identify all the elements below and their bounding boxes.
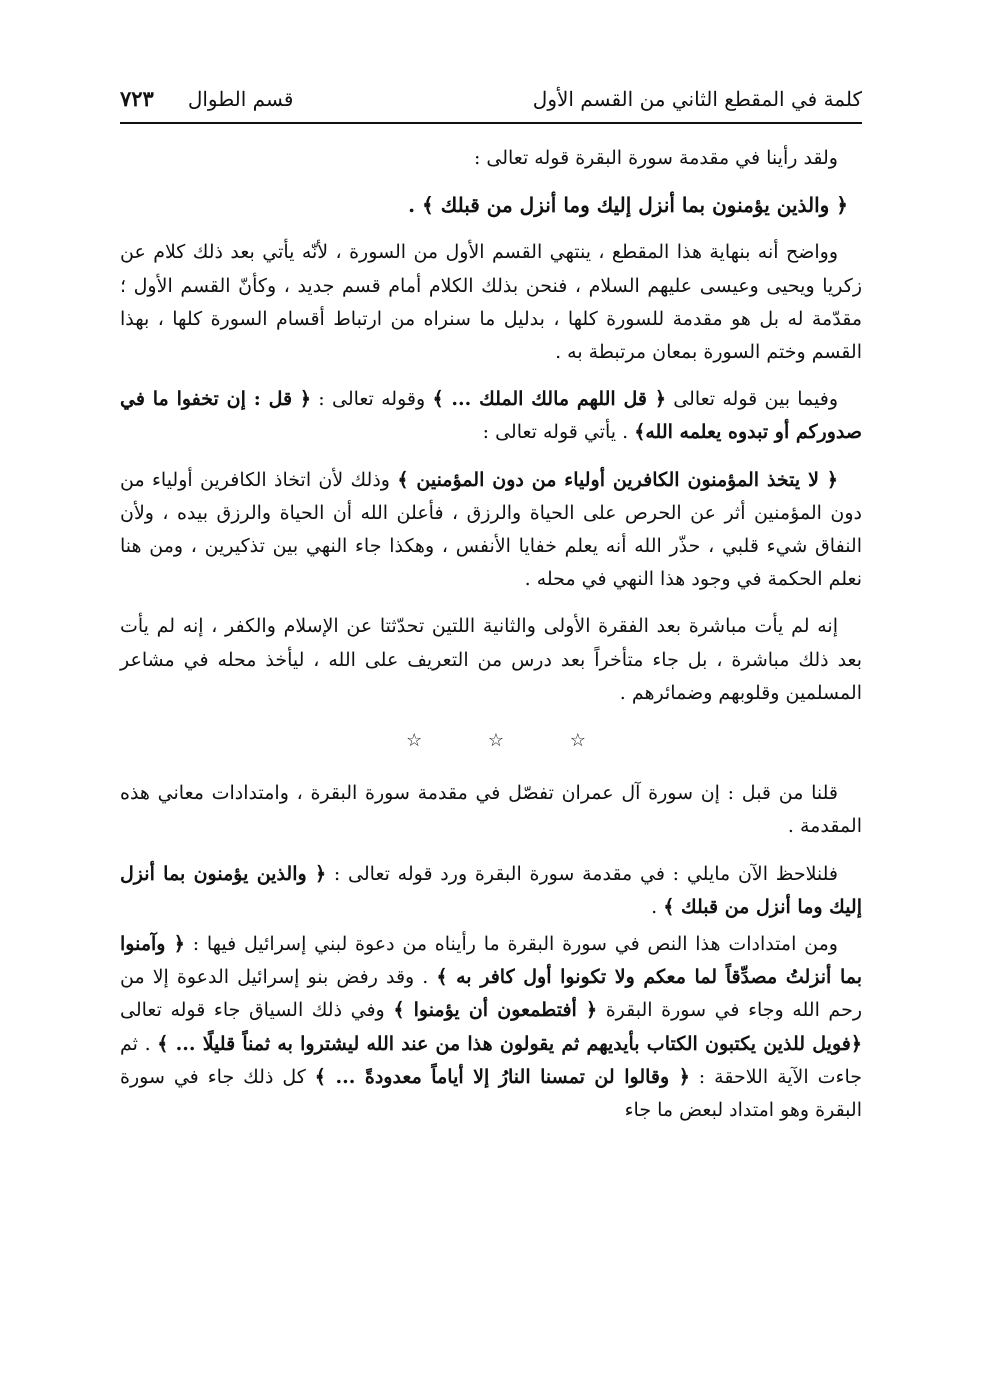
header-left-group [120, 84, 293, 114]
page-body [120, 142, 862, 1127]
verse-quote-9: ﴿ وقالوا لن تمسنا النارُ إلا أياماً معدودةً ... ﴾ [314, 1065, 690, 1088]
verse-quote-2: ﴿ قل اللهم مالك الملك ... ﴾ [432, 388, 666, 411]
chapter-title: كلمة في المقطع الثاني من القسم الأول [532, 87, 862, 111]
paragraph-9-text-5: كل ذلك جاء في سورة البقرة وهو امتداد لبعض ما جاء [120, 1065, 862, 1122]
section-divider-stars: ☆ ☆ ☆ [406, 730, 616, 752]
paragraph-6: إنه لم يأت مباشرة بعد الفقرة الأولى والثانية اللتين تحدّثتا عن الإسلام والكفر ، إنه لم يأت بعد ذلك مباشرة ، بل جاء متأخراً بعد درس من التعريف على الله ، ليأخذ محله في مشاعر المسلمين وقلوبهم وضمائرهم . [120, 615, 862, 704]
running-header [120, 84, 862, 124]
paragraph-1: ولقد رأينا في مقدمة سورة البقرة قوله تعالى : [473, 147, 838, 169]
book-page [120, 84, 862, 1141]
paragraph-8-text-1: فلنلاحظ الآن مايلي : في مقدمة سورة البقرة ورد قوله تعالى : [326, 862, 839, 885]
paragraph-9 [120, 928, 862, 1127]
paragraph-9-text-4: . ثم جاءت الآية اللاحقة : [120, 1032, 862, 1088]
verse-quote-6: ﴿ وآمنوا بما أنزلتُ مصدِّقاً لما معكم ولا تكونوا أول كافر به ﴾ [120, 933, 863, 989]
verse-quote-1: ﴿ والذين يؤمنون بما أنزل إليك وما أنزل من قبلك ﴾ . [408, 193, 848, 218]
paragraph-5 [120, 464, 862, 597]
paragraph-4-text-2: وقوله تعالى : [311, 388, 433, 411]
verse-quote-7: ﴿ أفتطمعون أن يؤمنوا ﴾ [393, 999, 598, 1022]
paragraph-9-text-1: ومن امتدادات هذا النص في سورة البقرة ما رأيناه من دعوة لبني إسرائيل فيها : [184, 933, 838, 956]
paragraph-9-text-3: وفي ذلك السياق جاء قوله تعالى [120, 999, 394, 1022]
page-number: ٧٢٣ [120, 86, 154, 111]
paragraph-4-text-1: وفيما بين قوله تعالى [665, 388, 839, 411]
paragraph-8-text-2: . [651, 895, 664, 918]
verse-quote-4: ﴿ لا يتخذ المؤمنون الكافرين أولياء من دون المؤمنين ﴾ [397, 468, 838, 491]
paragraph-4-text-3: . يأتي قوله تعالى : [482, 421, 635, 444]
verse-quote-5: ﴿ والذين يؤمنون بما أنزل إليك وما أنزل من قبلك ﴾ [120, 862, 862, 918]
paragraph-3: وواضح أنه بنهاية هذا المقطع ، ينتهي القسم الأول من السورة ، لأنّه يأتي بعد ذلك كلام عن زكريا ويحيى وعيسى عليهم السلام ، فنحن بذلك الكلام أمام قسم جديد ، وكأنّ القسم الأول ؛ مقدّمة له بل هو مقدمة للسورة كلها ، بدليل ما سنراه من ارتباط أقسام السورة كلها ، بهذا القسم وختم السورة بمعان مرتبطة به . [120, 241, 862, 364]
section-title: قسم الطوال [187, 87, 294, 111]
paragraph-9-text-2: . وقد رفض بنو إسرائيل الدعوة إلا من رحم الله وجاء في سورة البقرة [120, 966, 862, 1022]
paragraph-8 [120, 858, 862, 924]
verse-quote-8: ﴿فويل للذين يكتبون الكتاب بأيديهم ثم يقولون هذا من عند الله ليشتروا به ثمناً قليلًا ... ﴾ [157, 1032, 862, 1055]
paragraph-4 [120, 383, 862, 449]
paragraph-5-text-1: وذلك لأن اتخاذ الكافرين أولياء من دون المؤمنين أثر عن الحرص على الحياة والرزق ، فأعلن الله أن الحياة والرزق بيده ، ولأن النفاق شيء قلبي ، حذّر الله أنه يعلم خفايا الأنفس ، وهكذا جاء النهي بين تذكيرين ، ومن هنا نعلم الحكمة في وجود هذا النهي في محله . [120, 468, 862, 591]
paragraph-7: قلنا من قبل : إن سورة آل عمران تفصّل في مقدمة سورة البقرة ، وامتدادات معاني هذه المقدمة . [120, 782, 862, 838]
verse-quote-3: ﴿ قل : إن تخفوا ما في صدوركم أو تبدوه يعلمه الله﴾ [120, 388, 862, 444]
